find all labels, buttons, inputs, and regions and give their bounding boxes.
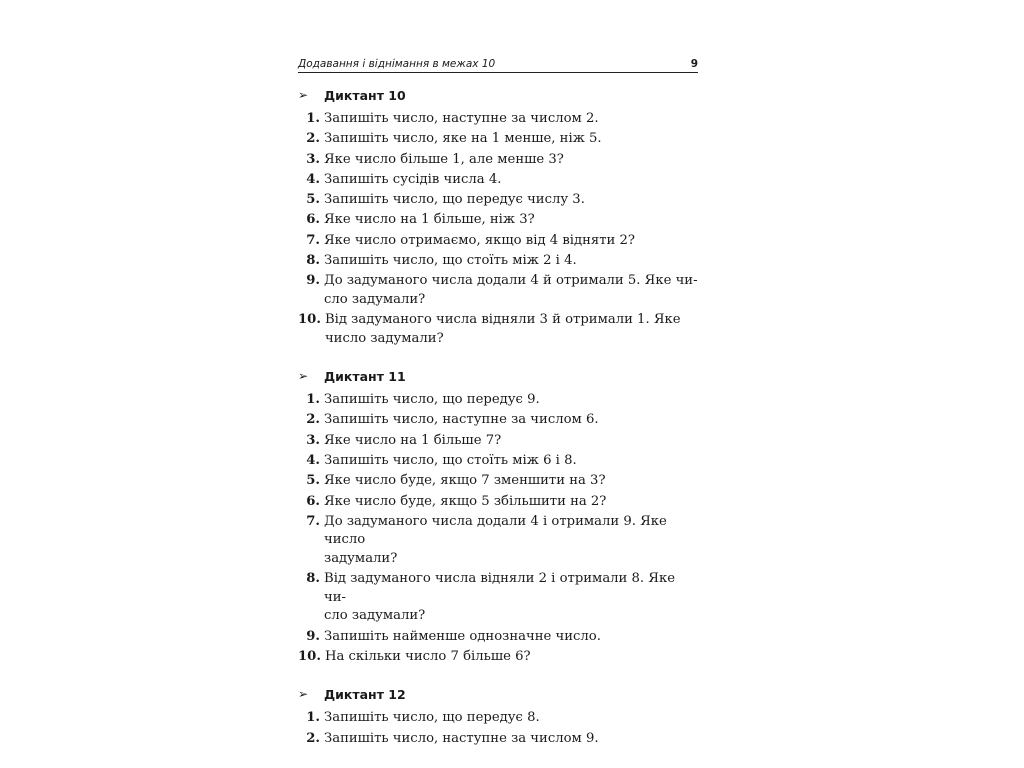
question-list	[298, 110, 698, 348]
list-item	[298, 432, 698, 451]
list-item	[298, 232, 698, 251]
book-page	[298, 56, 698, 750]
item-number: 6.	[306, 212, 320, 228]
dictation-sections	[298, 85, 698, 748]
item-text: Запишіть число, що передує 8.	[324, 710, 540, 726]
page-number: 9	[690, 58, 698, 70]
item-number: 3.	[306, 432, 320, 448]
running-header	[298, 56, 698, 73]
item-number: 5.	[306, 192, 320, 208]
list-item	[298, 648, 698, 667]
item-number: 7.	[306, 232, 320, 248]
running-title: Додавання і віднімання в межах 10	[298, 58, 496, 70]
item-text: Яке число буде, якщо 5 збільшити на 2?	[324, 493, 607, 509]
item-text: Запишіть число, яке на 1 менше, ніж 5.	[324, 131, 602, 147]
dictation-section	[298, 684, 698, 748]
list-item	[298, 493, 698, 512]
section-heading	[298, 85, 698, 105]
question-list	[298, 391, 698, 666]
list-item	[298, 171, 698, 190]
section-title: Диктант 11	[324, 368, 406, 384]
section-title: Диктант 12	[324, 686, 406, 702]
item-number: 10.	[298, 648, 321, 664]
item-text: Запишіть число, наступне за числом 2.	[324, 111, 599, 126]
list-item	[298, 252, 698, 271]
list-item	[298, 472, 698, 491]
item-text: Запишіть число, що передує числу 3.	[324, 192, 585, 208]
question-list	[298, 709, 698, 748]
item-number: 4.	[306, 171, 320, 187]
item-number: 2.	[306, 730, 320, 746]
item-text: Яке число на 1 більше 7?	[324, 432, 502, 448]
list-item	[298, 452, 698, 471]
item-number: 4.	[306, 453, 320, 469]
list-item	[298, 513, 698, 569]
item-text: До задуманого числа додали 4 й отримали 5. Яке чи- сло задумали?	[324, 273, 698, 307]
list-item	[298, 709, 698, 728]
section-heading	[298, 684, 698, 704]
list-item	[298, 191, 698, 210]
item-number: 1.	[306, 710, 320, 726]
item-text: Запишіть число, наступне за числом 6.	[324, 412, 599, 428]
list-item	[298, 151, 698, 170]
item-text: До задуманого числа додали 4 і отримали 9. Яке число задумали?	[324, 513, 667, 566]
item-number: 1.	[306, 111, 320, 126]
item-text: Запишіть число, що передує 9.	[324, 392, 540, 408]
list-item	[298, 570, 698, 626]
arrow-bullet-icon: ➢	[298, 687, 309, 702]
item-number: 2.	[306, 131, 320, 147]
item-number: 6.	[306, 493, 320, 509]
item-text: На скільки число 7 більше 6?	[324, 648, 531, 664]
list-item	[298, 628, 698, 647]
arrow-bullet-icon: ➢	[298, 369, 309, 384]
list-item	[298, 110, 698, 129]
dictation-section	[298, 85, 698, 348]
list-item	[298, 730, 698, 749]
item-number: 9.	[306, 273, 320, 289]
item-number: 5.	[306, 473, 320, 489]
item-text: Від задуманого числа відняли 3 й отримали 1. Яке число задумали?	[324, 312, 681, 346]
list-item	[298, 130, 698, 149]
item-number: 7.	[306, 513, 320, 529]
item-number: 2.	[306, 412, 320, 428]
item-text: Запишіть сусідів числа 4.	[324, 171, 502, 187]
item-text: Запишіть число, наступне за числом 9.	[324, 730, 599, 746]
item-text: Яке число на 1 більше, ніж 3?	[324, 212, 535, 228]
list-item	[298, 272, 698, 309]
item-number: 8.	[306, 571, 320, 587]
item-number: 9.	[306, 628, 320, 644]
list-item	[298, 411, 698, 430]
item-text: Яке число буде, якщо 7 зменшити на 3?	[324, 473, 606, 489]
item-text: Запишіть число, що стоїть між 2 і 4.	[324, 253, 577, 269]
item-text: Від задуманого числа відняли 2 і отримали 8. Яке чи- сло задумали?	[324, 571, 676, 624]
section-heading	[298, 366, 698, 386]
item-text: Яке число більше 1, але менше 3?	[324, 151, 564, 167]
item-text: Яке число отримаємо, якщо від 4 відняти 2?	[324, 232, 635, 248]
item-text: Запишіть число, що стоїть між 6 і 8.	[324, 453, 577, 469]
section-title: Диктант 10	[324, 87, 406, 103]
item-number: 10.	[298, 312, 321, 328]
arrow-bullet-icon: ➢	[298, 88, 309, 102]
list-item	[298, 391, 698, 410]
item-number: 3.	[306, 151, 320, 167]
item-text: Запишіть найменше однозначне число.	[324, 628, 601, 644]
item-number: 1.	[306, 392, 320, 408]
item-number: 8.	[306, 253, 320, 269]
list-item	[298, 211, 698, 230]
list-item	[298, 311, 698, 348]
dictation-section	[298, 366, 698, 666]
